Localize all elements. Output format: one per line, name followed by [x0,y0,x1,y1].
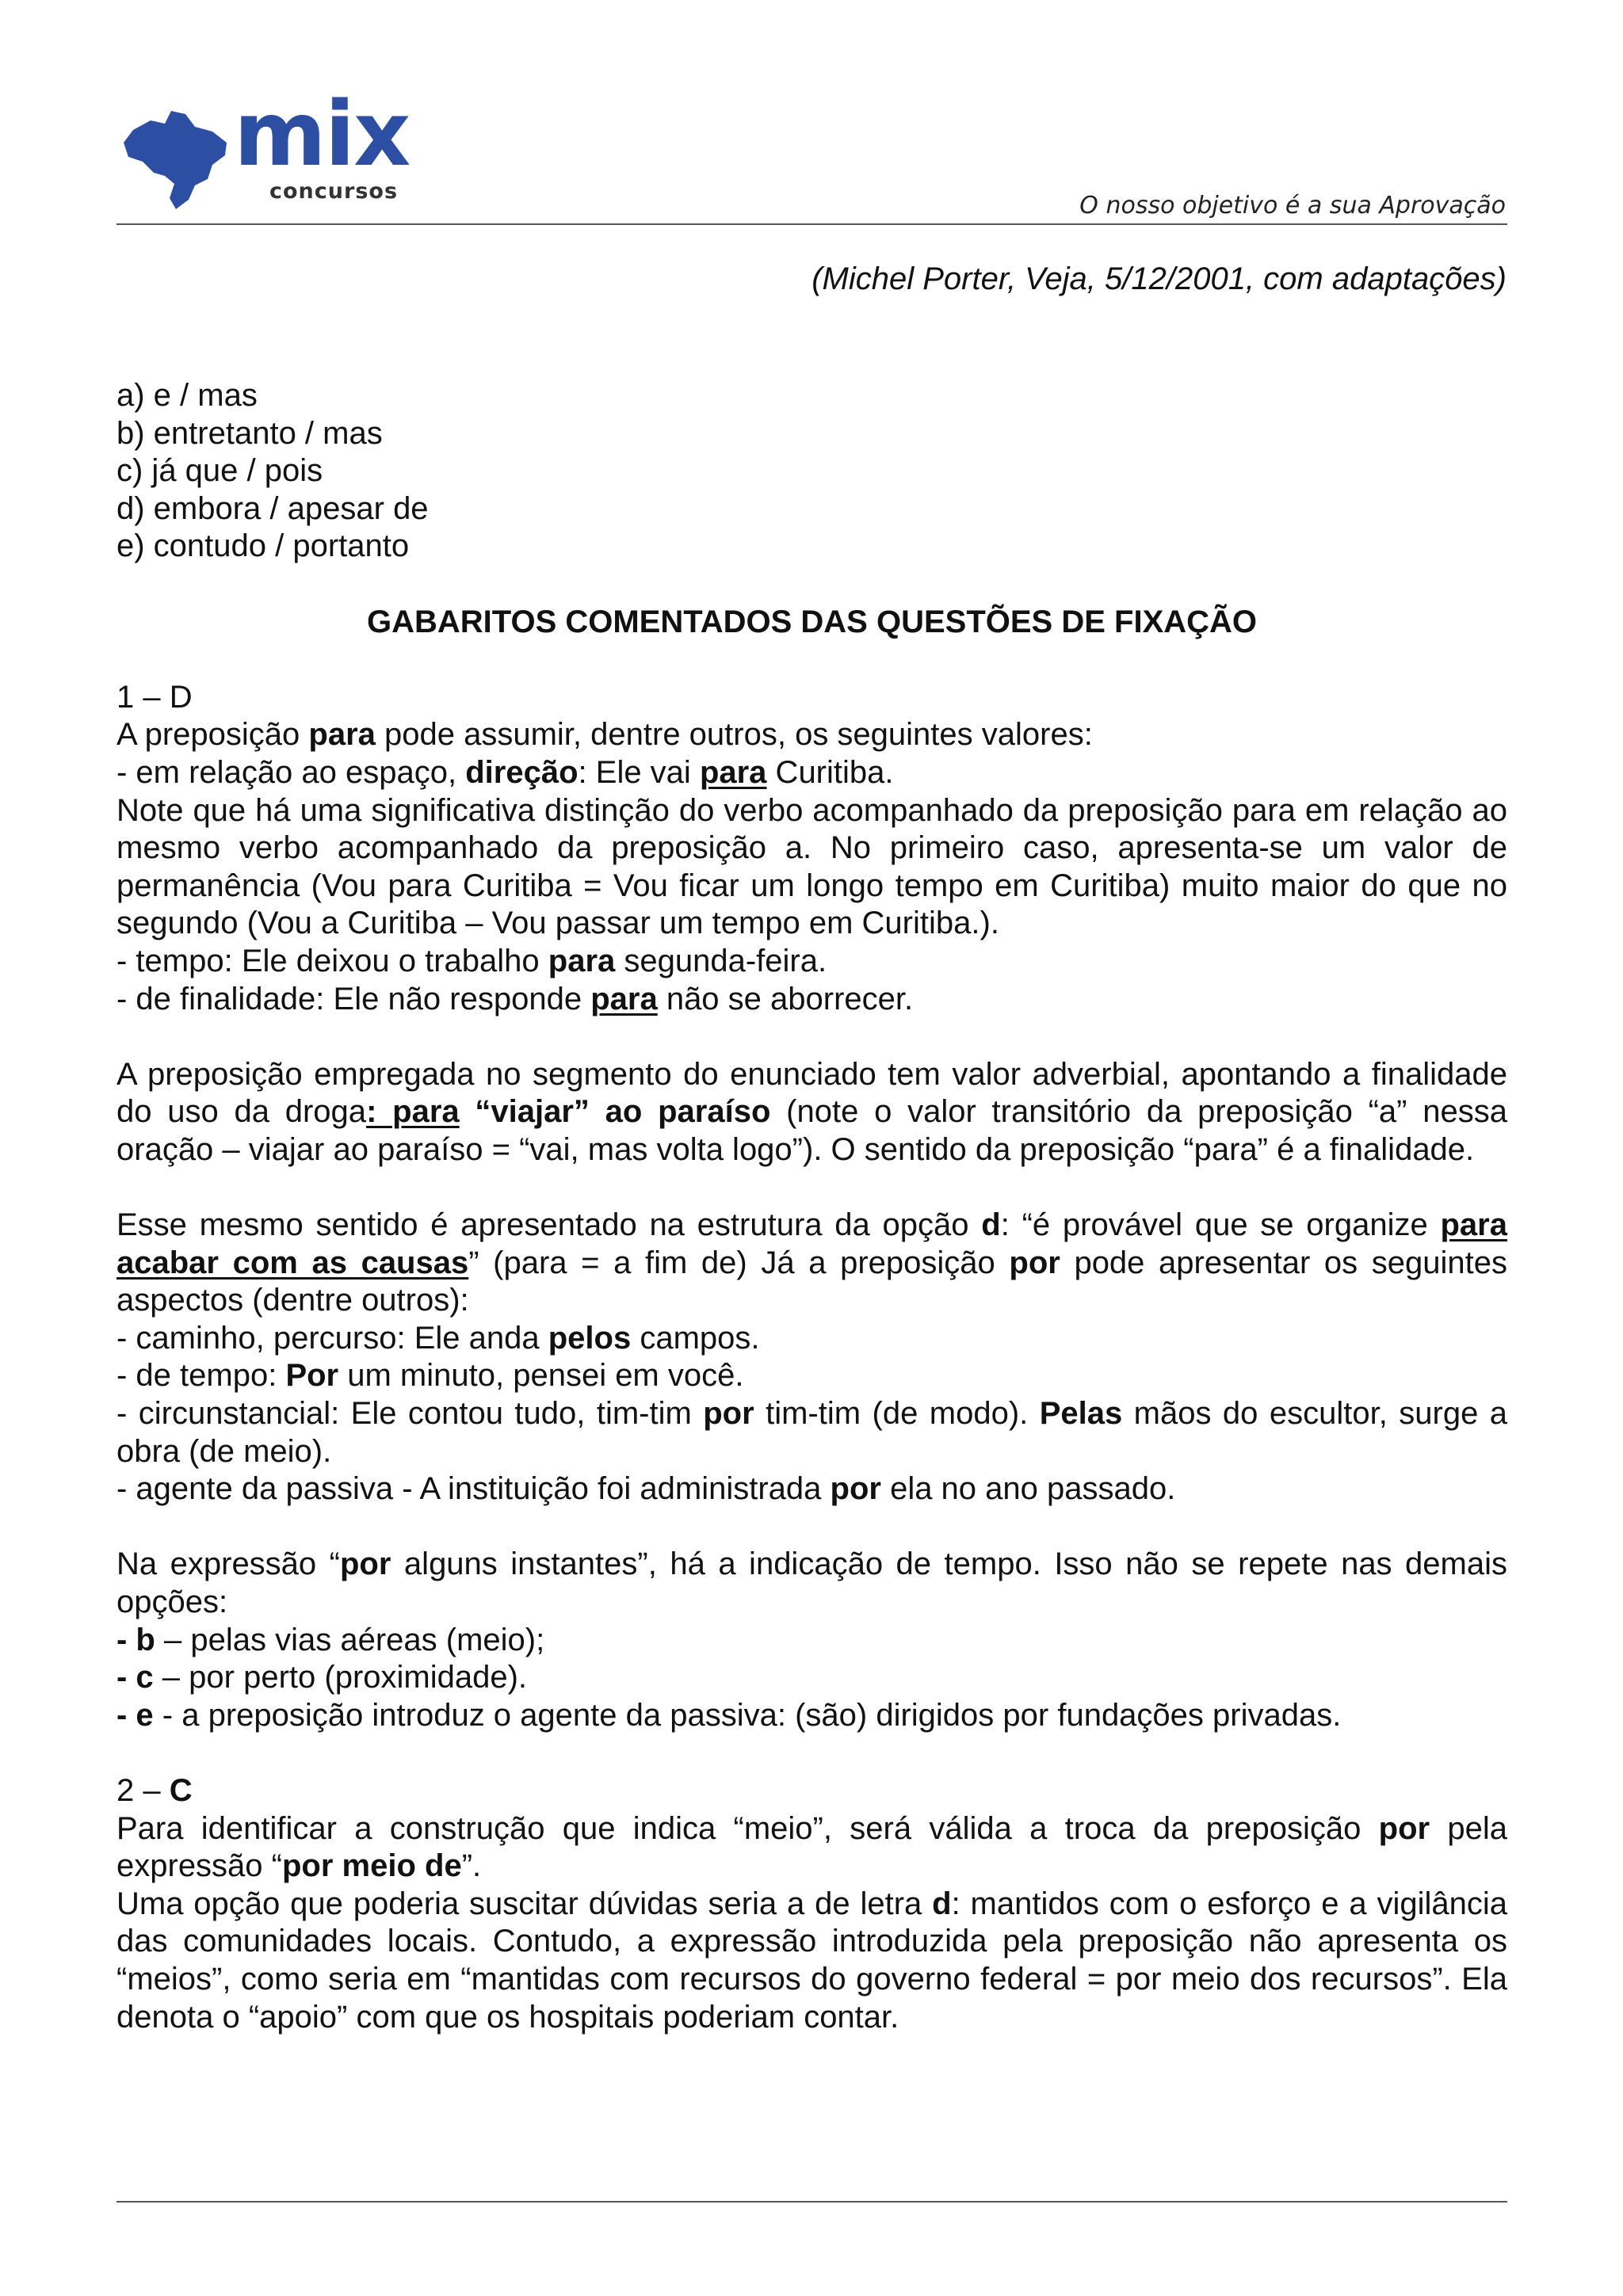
q2-paragraph-2: Uma opção que poderia suscitar dúvidas seria a de letra d: mantidos com o esforço e a vigilância das comunidades locais. Contudo, a expressão introduzida pela preposição não apresenta os “meios”, como seria em “mantidas com recursos do governo federal = por meio dos recursos”. Ela denota o “apoio” com que os hospitais poderiam contar. [116,1886,1507,2035]
q1-paragraph-2: A preposição empregada no segmento do enunciado tem valor adverbial, apontando a finalidade do uso da droga: para “viajar” ao paraíso (note o valor transitório da preposição “a” nessa oração – viajar ao paraíso = “vai, mas volta logo”). O sentido da preposição “para” é a finalidade. [116,1056,1507,1167]
section-title: GABARITOS COMENTADOS DAS QUESTÕES DE FIXAÇÃO [366,604,1258,639]
answer-option: c) já que / pois [116,453,323,489]
answer-option: d) embora / apesar de [116,490,429,526]
footer-divider [116,2201,1507,2203]
q1-purpose: - de finalidade: Ele não responde para não se aborrecer. [116,981,914,1016]
q1-paragraph-4: Na expressão “por alguns instantes”, há a indicação de tempo. Isso não se repete nas demais opções: [116,1547,1508,1619]
logo-wordmark: mix [234,83,410,186]
answer-option: a) e / mas [116,378,258,413]
brazil-map-icon [119,103,238,214]
document-body [116,377,1507,2036]
q1-time: - tempo: Ele deixou o trabalho para segunda-feira. [116,943,827,978]
q1-bullet-e: - e - a preposição introduz o agente da passiva: (são) dirigidos por fundações privadas. [116,1697,1342,1733]
answer-option: e) contudo / portanto [116,528,410,564]
q1-circumstantial: - circunstancial: Ele contou tudo, tim-tim por tim-tim (de modo). Pelas mãos do escultor, surge a obra (de meio). [116,1396,1508,1469]
q1-duration: - de tempo: Por um minuto, pensei em você. [116,1358,744,1394]
logo-subtext: concursos [269,179,399,204]
answer-option: b) entretanto / mas [116,415,383,451]
q1-direction: - em relação ao espaço, direção: Ele vai para Curitiba. [116,754,894,790]
q1-path: - caminho, percurso: Ele anda pelos campos. [116,1320,760,1356]
header-divider [116,223,1507,225]
q1-number: 1 – D [116,679,193,715]
q1-paragraph-3: Esse mesmo sentido é apresentado na estrutura da opção d: “é provável que se organize para acabar com as causas” (para = a fim de) Já a preposição por pode apresentar os seguintes aspectos (dentre outros): [116,1207,1507,1318]
header-tagline: O nosso objetivo é a sua Aprovação [1079,192,1506,219]
source-citation: (Michel Porter, Veja, 5/12/2001, com adaptações) [812,261,1507,296]
q1-note: Note que há uma significativa distinção do verbo acompanhado da preposição para em relação ao mesmo verbo acompanhado da preposição a. No primeiro caso, apresenta-se um valor de permanência (Vou para Curitiba = Vou ficar um longo tempo em Curitiba) muito maior do que no segundo (Vou a Curitiba – Vou passar um tempo em Curitiba.). [116,792,1507,941]
q1-bullet-c: - c – por perto (proximidade). [116,1660,528,1695]
q2-paragraph-1: Para identificar a construção que indica “meio”, será válida a troca da preposição por pela expressão “por meio de”. [116,1810,1507,1884]
q2-number: 2 – C [116,1772,193,1808]
mix-concursos-logo [119,83,420,217]
q1-intro: A preposição para pode assumir, dentre outros, os seguintes valores: [116,717,1093,753]
q1-bullet-b: - b – pelas vias aéreas (meio); [116,1622,545,1657]
q1-passive-agent: - agente da passiva - A instituição foi administrada por ela no ano passado. [116,1471,1176,1507]
